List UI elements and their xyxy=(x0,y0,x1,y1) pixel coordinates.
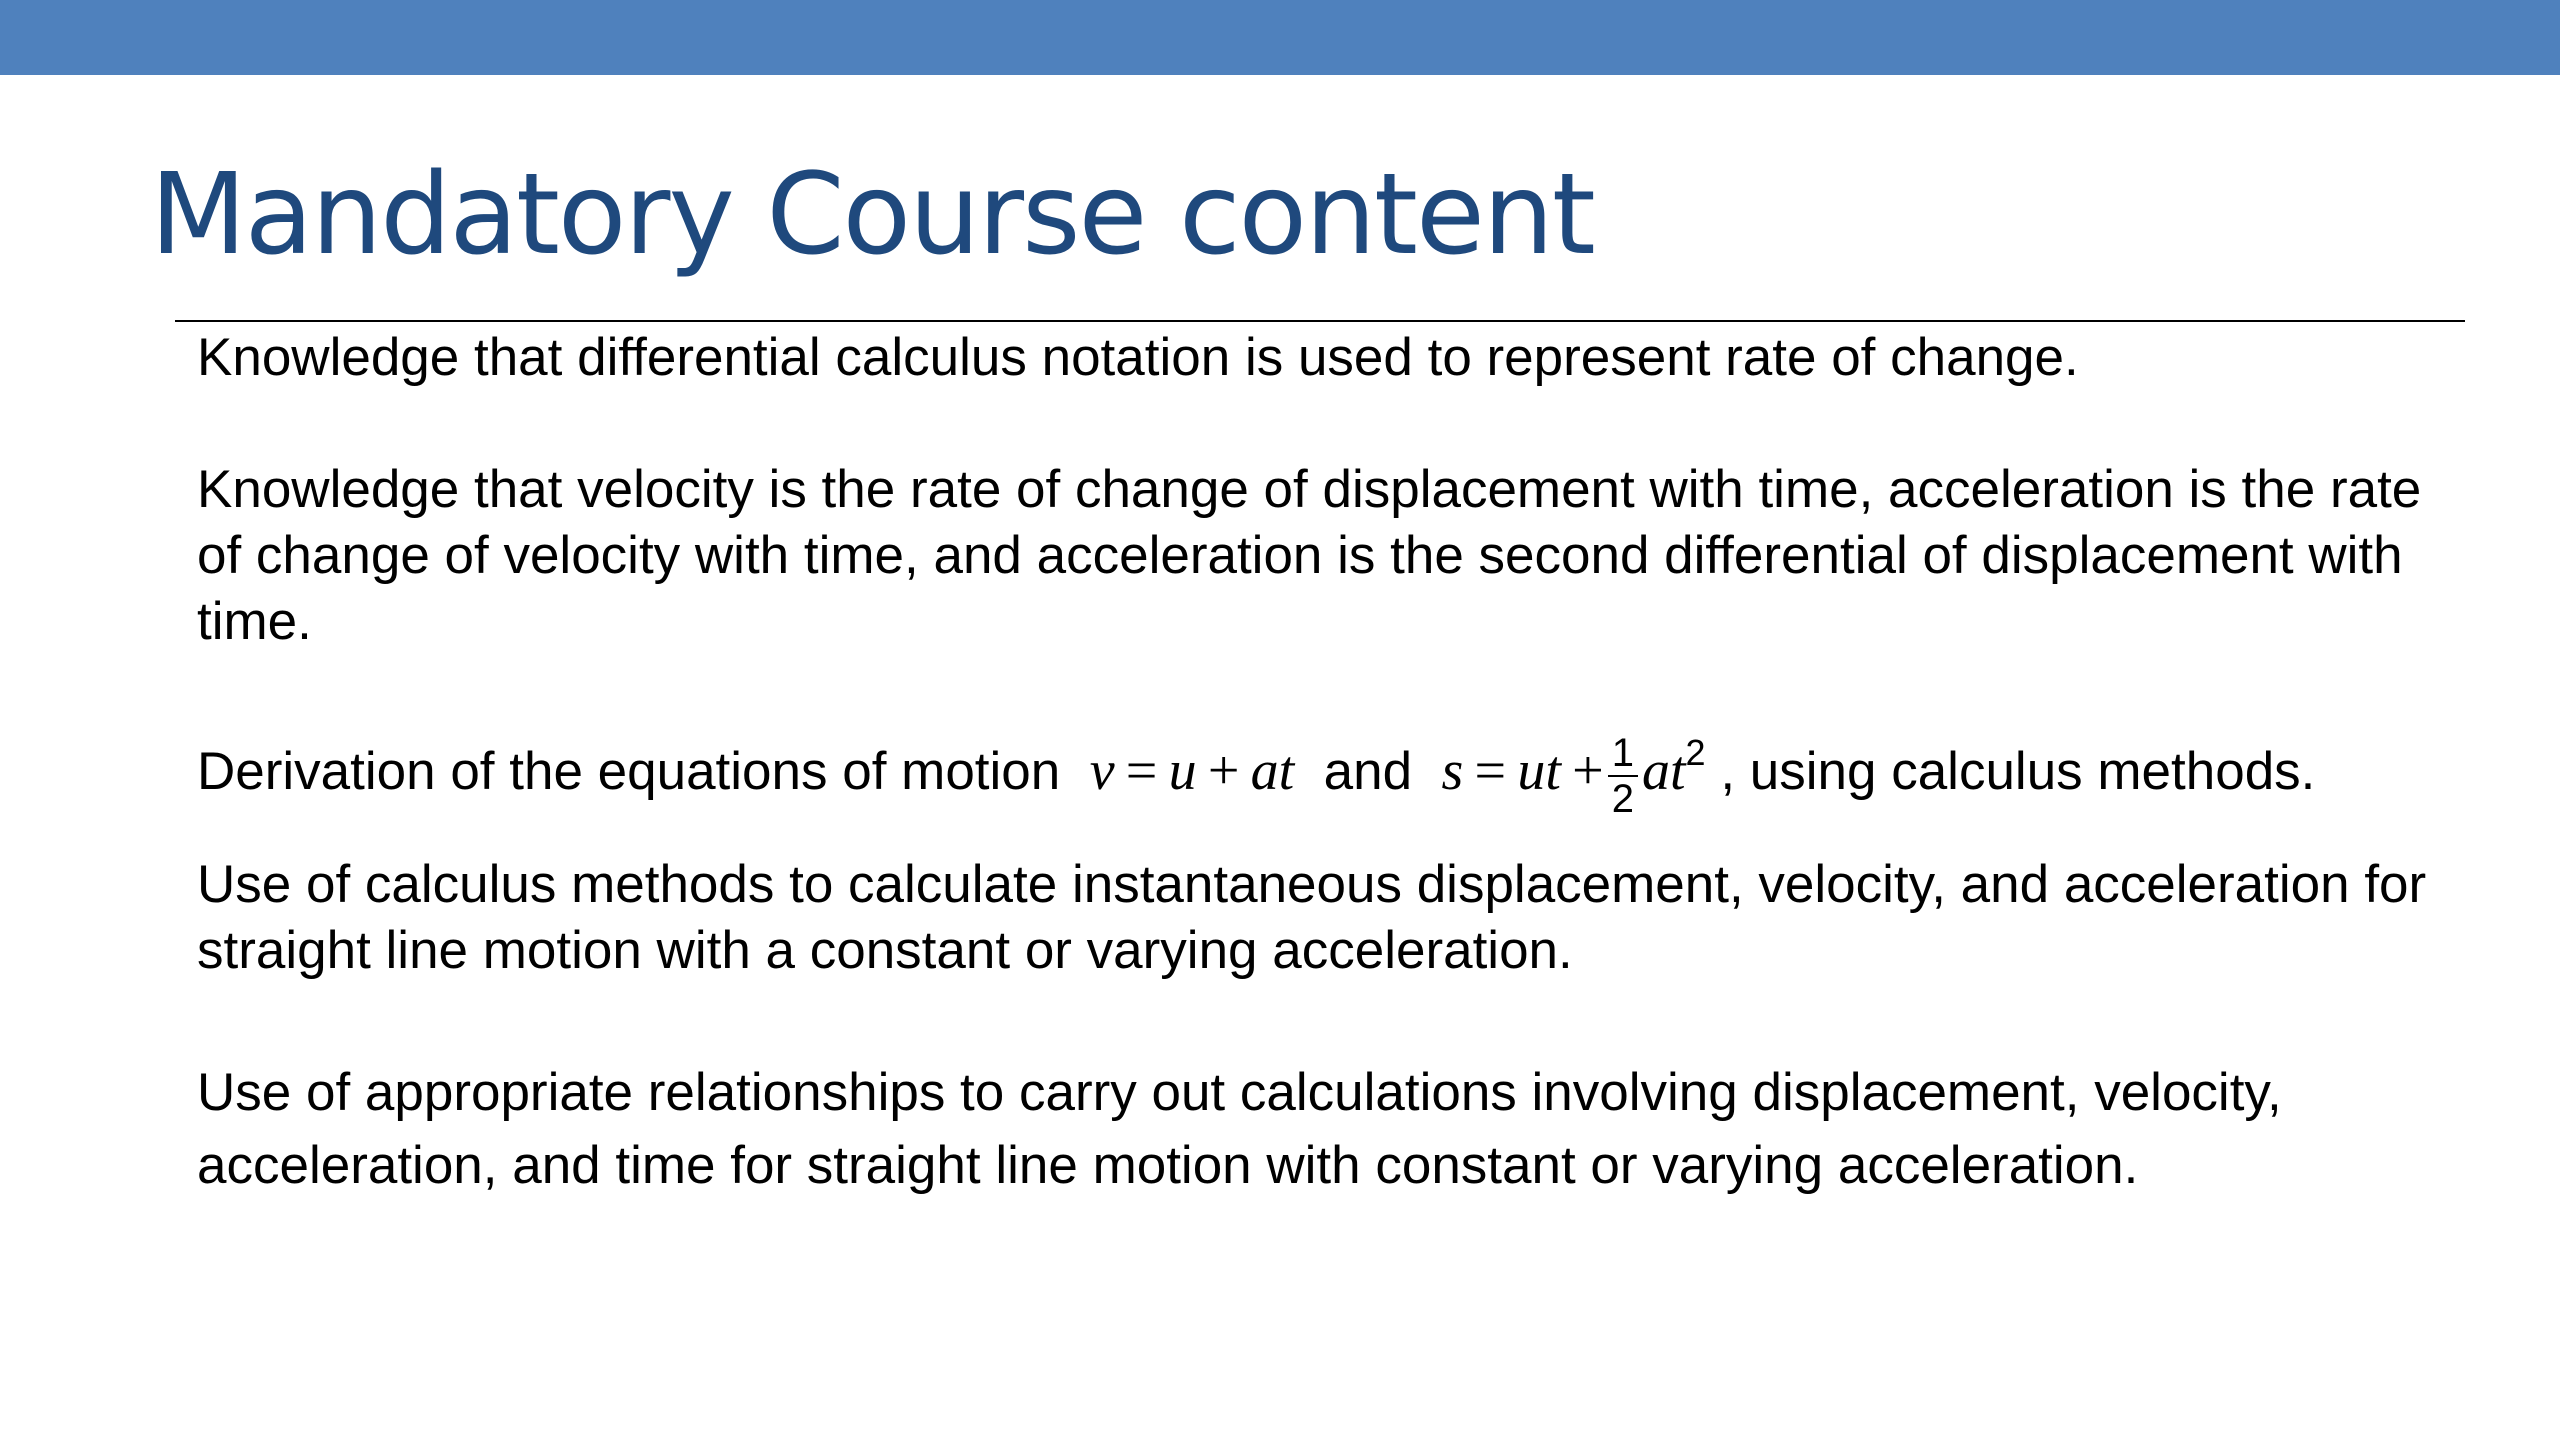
fraction-numerator: 1 xyxy=(1608,731,1638,777)
equation-s-ut-half-at2 xyxy=(1441,731,1706,822)
fraction-one-half xyxy=(1608,731,1638,821)
eq1-v: v xyxy=(1089,740,1115,802)
derivation-text-after: , using calculus methods. xyxy=(1720,742,2316,801)
eq2-at: at xyxy=(1641,740,1686,802)
eq1-plus: + xyxy=(1207,740,1240,802)
paragraph-notation: Knowledge that differential calculus notation is used to represent rate of change. xyxy=(197,328,2079,387)
paragraph-derivation xyxy=(197,721,2477,822)
title-divider xyxy=(175,320,2465,322)
slide-title: Mandatory Course content xyxy=(150,150,1594,280)
eq2-ut: ut xyxy=(1517,740,1561,802)
eq1-at: at xyxy=(1250,740,1295,802)
paragraph-relationships: Use of appropriate relationships to carry out calculations involving displacement, velocity, acceleration, and time for straight line motion with constant or varying acceleration. xyxy=(197,1063,2282,1195)
eq2-exponent: 2 xyxy=(1685,732,1706,773)
eq1-equals: = xyxy=(1125,740,1158,802)
derivation-and: and xyxy=(1323,742,1413,801)
paragraph-instantaneous: Use of calculus methods to calculate instantaneous displacement, velocity, and acceleration for straight line motion with a constant or varying acceleration. xyxy=(197,855,2427,980)
eq2-s: s xyxy=(1441,740,1464,802)
eq2-equals: = xyxy=(1474,740,1507,802)
derivation-text-before: Derivation of the equations of motion xyxy=(197,742,1061,801)
slide-body xyxy=(197,325,2477,1202)
equation-v-u-at xyxy=(1090,740,1294,802)
paragraph-velocity-acceleration: Knowledge that velocity is the rate of change of displacement with time, acceleration is the rate of change of velocity with time, and acceleration is the second differential of displacement with time. xyxy=(197,460,2422,651)
fraction-denominator: 2 xyxy=(1611,777,1634,822)
top-accent-bar xyxy=(0,0,2560,75)
eq2-plus: + xyxy=(1572,740,1604,802)
eq1-u: u xyxy=(1168,740,1197,802)
